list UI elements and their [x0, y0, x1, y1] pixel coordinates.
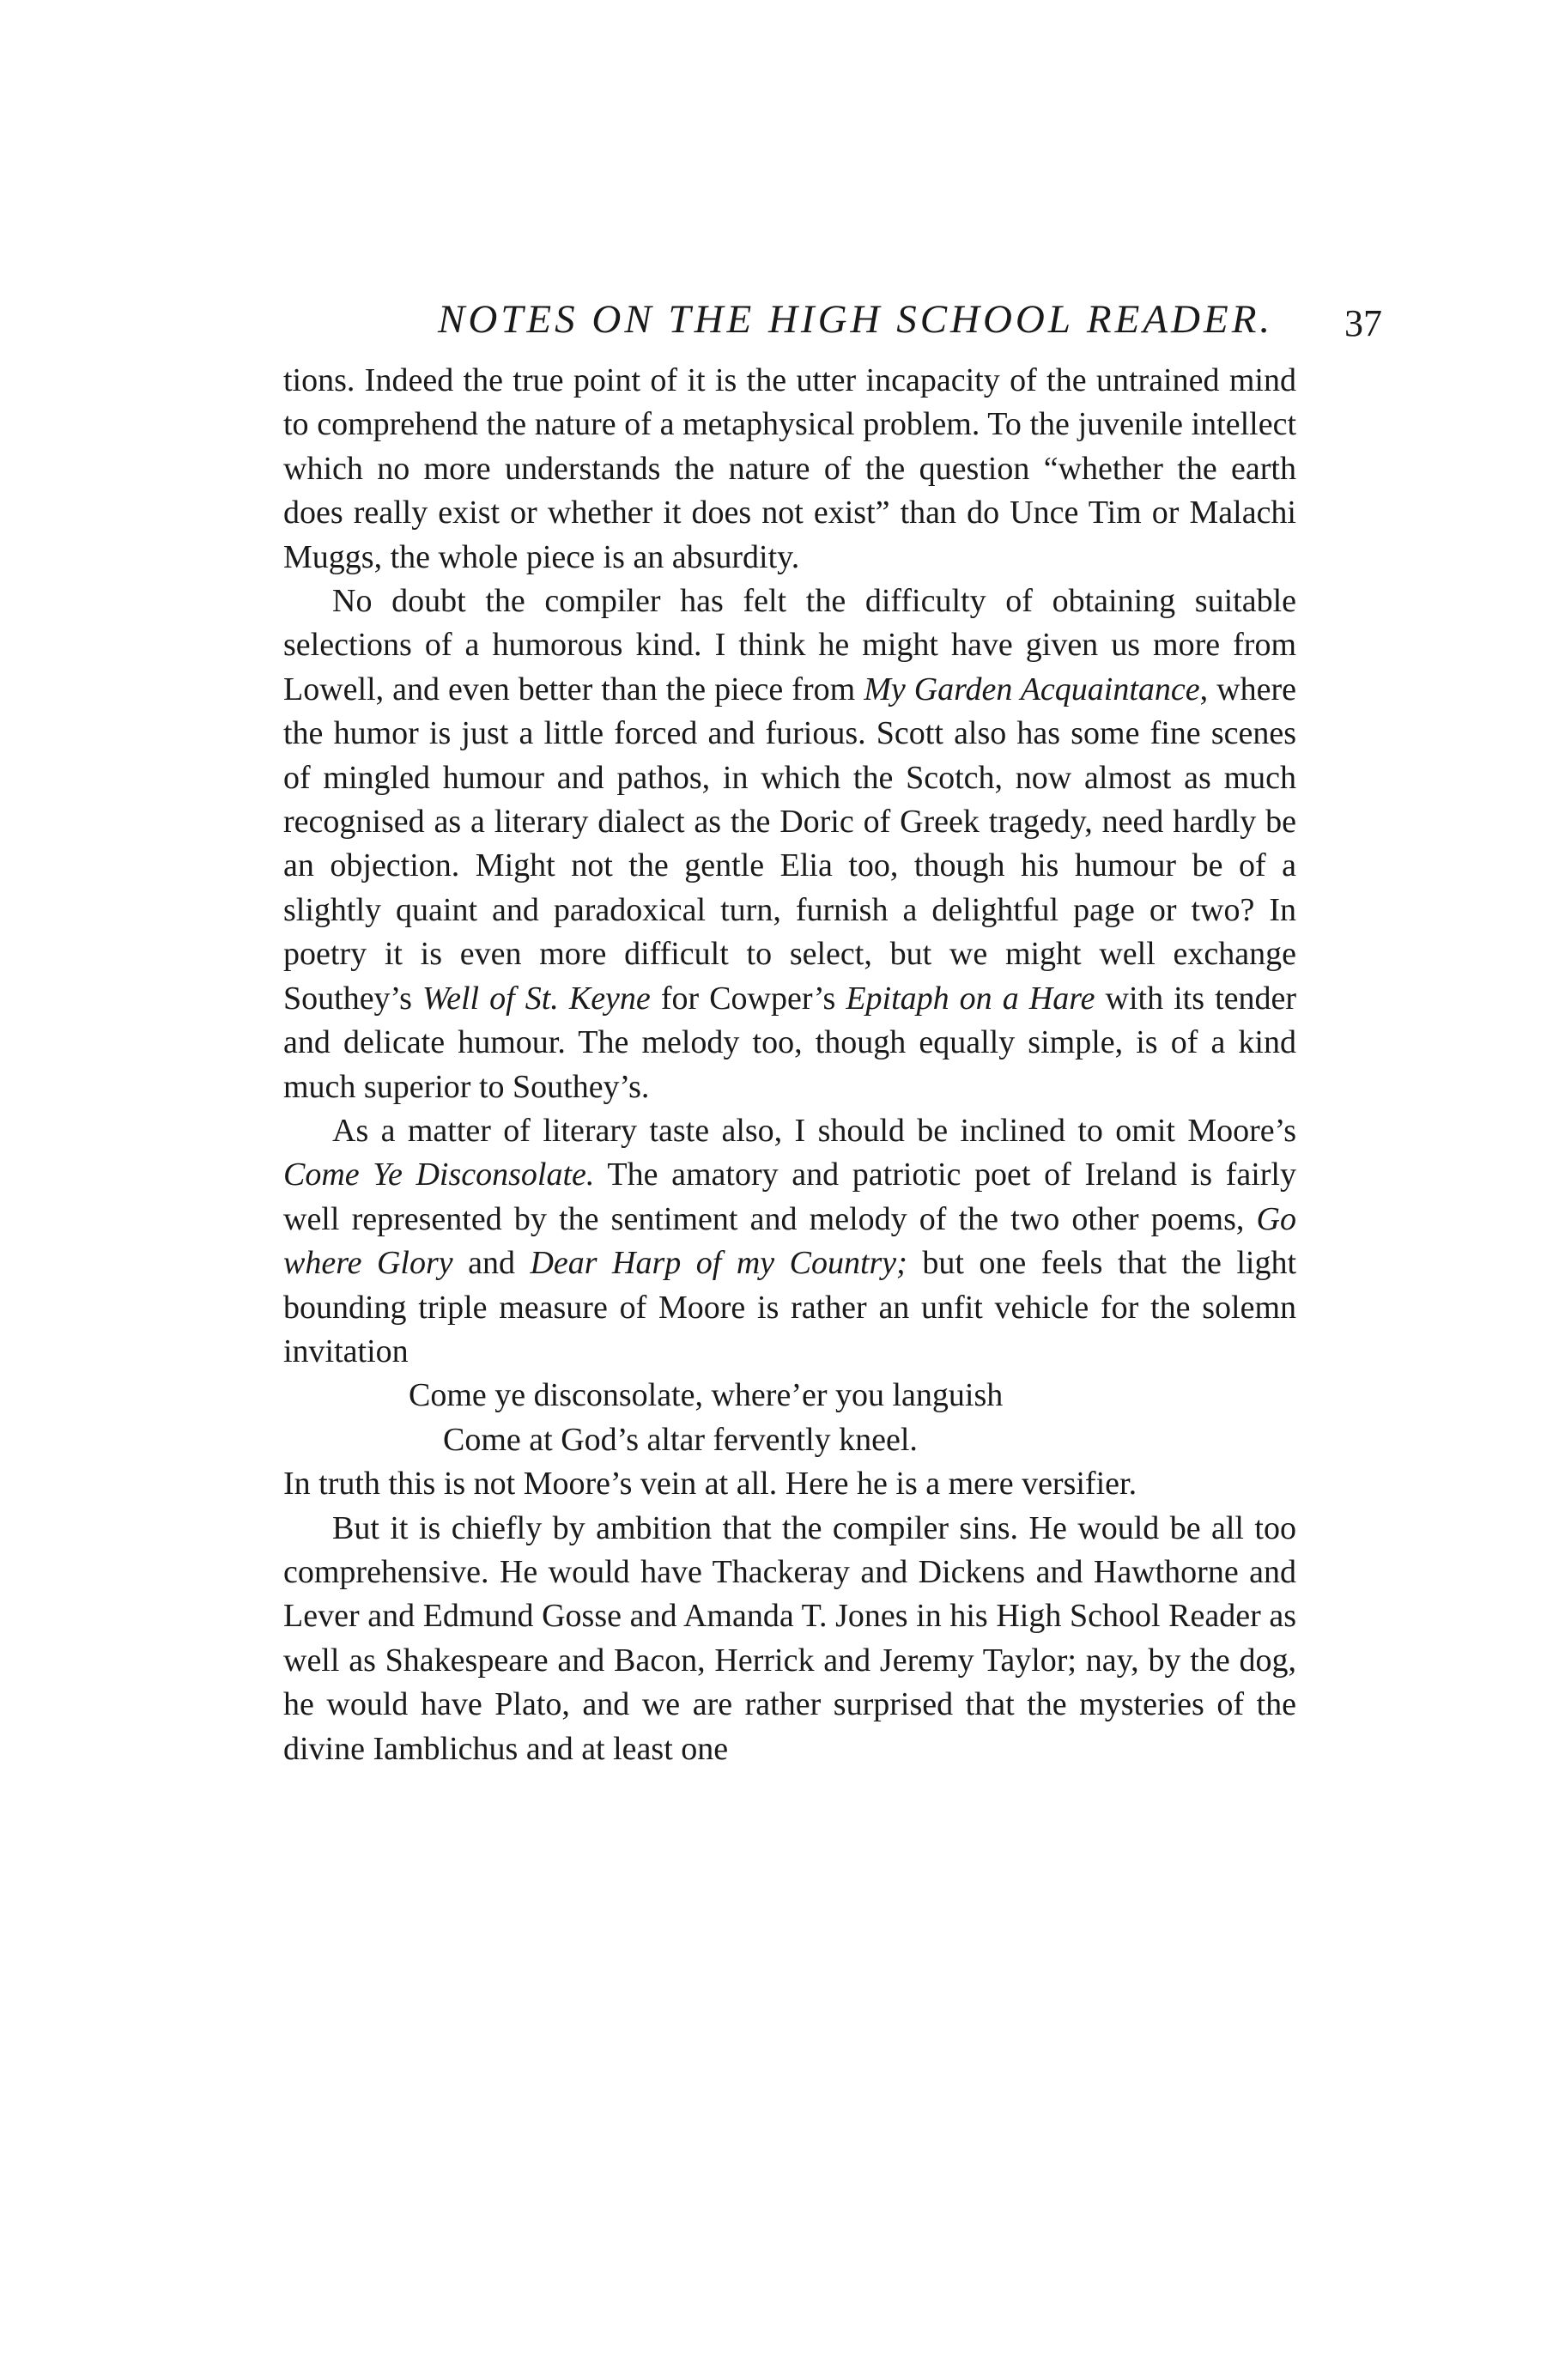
text-segment: for Cowper’s [650, 980, 846, 1017]
paragraph [283, 359, 1296, 580]
page-header [438, 296, 1382, 356]
paragraph [283, 580, 1296, 1109]
book-title-italic: My Garden Acquaintance [864, 671, 1200, 707]
running-title: NOTES ON THE HIGH SCHOOL READER. [438, 297, 1274, 342]
text-segment: In truth this is not Moore’s vein at all. Here he is a mere versifier. [283, 1466, 1137, 1503]
text-segment: The amatory and patriotic poet of Ireland is fairly well represented by the sentiment and melody of the two other poems, [283, 1157, 1296, 1237]
text-segment: with its tender and delicate humour. The melody too, though equally simple, is of a kind much superior to Southey’s. [283, 980, 1297, 1105]
paragraph [283, 1507, 1296, 1771]
book-title-italic: Come Ye Disconsolate. [283, 1157, 595, 1193]
book-title-italic: Dear Harp of my Country; [530, 1245, 907, 1282]
paragraph [283, 1109, 1296, 1374]
text-segment: No doubt the compiler has felt the difficulty of obtaining suitable selections of a humorous kind. I think he might have given us more from Lowell, and even better than the piece from [283, 583, 1296, 707]
page-number: 37 [1344, 302, 1382, 344]
book-title-italic: Epitaph on a Hare [846, 980, 1095, 1017]
text-segment: , where the humor is just a little forced and furious. Scott also has some fine scenes of mingled humour and pathos, in which the Scotch, now almost as much recognised as a literary dialect as the Doric of Greek tragedy, need hardly be an objection. Might not the gentle Elia too, though his humour be of a slightly quaint and paradoxical turn, furnish a delightful page or two? In poetry it is even more difficult to select, but we might well exchange Southey’s [283, 671, 1296, 1017]
book-title-italic: Well of St. Keyne [422, 980, 651, 1017]
text-segment: but one feels that the light bounding triple measure of Moore is rather an unfit vehicle for the solemn invitation [283, 1245, 1297, 1369]
text-segment: But it is chiefly by ambition that the compiler sins. He would be all too comprehensive. He would have Thackeray and Dickens and Hawthorne and Lever and Edmund Gosse and Amanda T. Jones in his High School Reader as well as Shakespeare and Bacon, Herrick and Jeremy Taylor; nay, by the dog, he would have Plato, and we are rather surprised that the mysteries of the divine Iamblichus and at least one [283, 1509, 1296, 1767]
body-text [283, 359, 1296, 1771]
text-segment: As a matter of literary taste also, I should be inclined to omit Moore’s [332, 1112, 1296, 1149]
paragraph [283, 1462, 1296, 1506]
text-segment: and [452, 1245, 531, 1282]
verse-line: Come at God’s altar fervently kneel. [443, 1421, 918, 1458]
book-title-italic: Go where Glory [283, 1200, 1296, 1282]
text-segment: tions. Indeed the true point of it is the utter incapacity of the untrained mind to comprehend the nature of a metaphysical problem. To the juvenile intellect which no more understands the nature of the question “whether the earth does really exist or whether it does not exist” than do Unce Tim or Malachi Muggs, the whole piece is an absurdity. [283, 362, 1296, 575]
quoted-verse [283, 1374, 1296, 1462]
verse-line: Come ye disconsolate, where’er you languish [409, 1377, 1004, 1414]
